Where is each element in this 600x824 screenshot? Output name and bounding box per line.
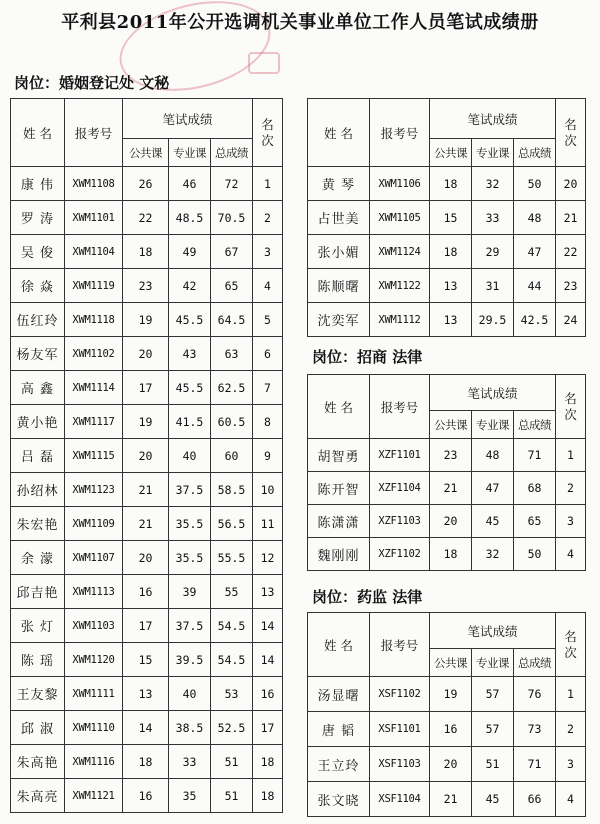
- header-exam-id: 报考号: [370, 99, 430, 167]
- total-score: 44: [514, 269, 556, 303]
- header-written-score: 笔试成绩: [430, 375, 556, 411]
- exam-id: XWM1118: [65, 303, 123, 337]
- table-row: [308, 303, 586, 337]
- rank-value: 18: [253, 745, 283, 779]
- exam-id: XWM1114: [65, 371, 123, 405]
- major-score: 31: [472, 269, 514, 303]
- public-score: 18: [123, 235, 169, 269]
- post-heading-drug-supervision: 岗位：药监 法律: [312, 588, 423, 606]
- header-total-score: 总成绩: [211, 139, 253, 167]
- rank-value: 6: [253, 337, 283, 371]
- public-score: 16: [123, 779, 169, 813]
- score-table-4: [307, 612, 586, 817]
- table-row: [11, 711, 283, 745]
- major-score: 29.5: [472, 303, 514, 337]
- score-table-2: [307, 98, 586, 337]
- public-score: 19: [430, 677, 472, 712]
- table-row: [308, 167, 586, 201]
- table-row: [11, 405, 283, 439]
- candidate-name: 孙绍林: [11, 473, 65, 507]
- major-score: 35.5: [169, 507, 211, 541]
- total-score: 51: [211, 779, 253, 813]
- table-row: [11, 473, 283, 507]
- public-score: 23: [123, 269, 169, 303]
- public-score: 18: [430, 235, 472, 269]
- major-score: 33: [472, 201, 514, 235]
- major-score: 45.5: [169, 371, 211, 405]
- rank-value: 18: [253, 779, 283, 813]
- rank-value: 11: [253, 507, 283, 541]
- table-row: [11, 507, 283, 541]
- major-score: 45: [472, 505, 514, 538]
- table-row: [308, 439, 586, 472]
- rank-value: 23: [556, 269, 586, 303]
- page-title: 平利县2011年公开选调机关事业单位工作人员笔试成绩册: [61, 12, 539, 33]
- public-score: 18: [430, 167, 472, 201]
- rank-value: 3: [556, 505, 586, 538]
- candidate-name: 唐 韬: [308, 712, 370, 747]
- table-row: [11, 677, 283, 711]
- exam-id: XWM1108: [65, 167, 123, 201]
- candidate-name: 朱宏艳: [11, 507, 65, 541]
- candidate-name: 陈 瑶: [11, 643, 65, 677]
- rank-value: 1: [556, 677, 586, 712]
- candidate-name: 邱 淑: [11, 711, 65, 745]
- post-heading-marriage-registry: 岗位：婚姻登记处 文秘: [14, 74, 170, 92]
- total-score: 54.5: [211, 643, 253, 677]
- rank-value: 2: [556, 472, 586, 505]
- candidate-name: 魏刚刚: [308, 538, 370, 571]
- exam-id: XWM1105: [370, 201, 430, 235]
- major-score: 32: [472, 167, 514, 201]
- exam-id: XWM1103: [65, 609, 123, 643]
- rank-value: 14: [253, 609, 283, 643]
- major-score: 32: [472, 538, 514, 571]
- major-score: 33: [169, 745, 211, 779]
- total-score: 42.5: [514, 303, 556, 337]
- exam-id: XWM1117: [65, 405, 123, 439]
- exam-id: XWM1115: [65, 439, 123, 473]
- table-row: [308, 505, 586, 538]
- public-score: 19: [123, 303, 169, 337]
- header-name: 姓 名: [308, 99, 370, 167]
- header-total-score: 总成绩: [514, 411, 556, 439]
- exam-id: XSF1102: [370, 677, 430, 712]
- header-rank: [556, 375, 586, 439]
- total-score: 70.5: [211, 201, 253, 235]
- public-score: 20: [123, 541, 169, 575]
- table-row: [308, 201, 586, 235]
- header-public-course: 公共课: [430, 411, 472, 439]
- candidate-name: 朱高艳: [11, 745, 65, 779]
- total-score: 72: [211, 167, 253, 201]
- rank-value: 4: [253, 269, 283, 303]
- table-row: [11, 235, 283, 269]
- header-written-score: 笔试成绩: [123, 99, 253, 139]
- header-rank-label: 名 次: [261, 116, 274, 148]
- candidate-name: 黄小艳: [11, 405, 65, 439]
- header-major-course: 专业课: [472, 649, 514, 677]
- table-row: [308, 472, 586, 505]
- header-name: 姓 名: [11, 99, 65, 167]
- major-score: 29: [472, 235, 514, 269]
- major-score: 48.5: [169, 201, 211, 235]
- table-row: [11, 541, 283, 575]
- major-score: 37.5: [169, 473, 211, 507]
- total-score: 62.5: [211, 371, 253, 405]
- total-score: 56.5: [211, 507, 253, 541]
- rank-value: 12: [253, 541, 283, 575]
- table-row: [11, 609, 283, 643]
- candidate-name: 沈奕军: [308, 303, 370, 337]
- rank-value: 21: [556, 201, 586, 235]
- public-score: 20: [123, 337, 169, 371]
- table-row: [11, 337, 283, 371]
- rank-value: 22: [556, 235, 586, 269]
- total-score: 65: [514, 505, 556, 538]
- public-score: 26: [123, 167, 169, 201]
- major-score: 39: [169, 575, 211, 609]
- major-score: 41.5: [169, 405, 211, 439]
- rank-value: 1: [253, 167, 283, 201]
- total-score: 71: [514, 439, 556, 472]
- total-score: 71: [514, 747, 556, 782]
- seal-mark: [248, 52, 280, 74]
- candidate-name: 吴 俊: [11, 235, 65, 269]
- header-exam-id: 报考号: [65, 99, 123, 167]
- table-row: [11, 201, 283, 235]
- rank-value: 7: [253, 371, 283, 405]
- major-score: 47: [472, 472, 514, 505]
- public-score: 20: [430, 747, 472, 782]
- exam-id: XWM1104: [65, 235, 123, 269]
- public-score: 23: [430, 439, 472, 472]
- major-score: 35: [169, 779, 211, 813]
- header-total-score: 总成绩: [514, 139, 556, 167]
- candidate-name: 伍红玲: [11, 303, 65, 337]
- exam-id: XWM1124: [370, 235, 430, 269]
- table-row: [11, 303, 283, 337]
- table-row: [11, 575, 283, 609]
- rank-value: 4: [556, 538, 586, 571]
- major-score: 45: [472, 782, 514, 817]
- total-score: 67: [211, 235, 253, 269]
- header-rank-label: 名 次: [564, 390, 577, 422]
- header-exam-id: 报考号: [370, 375, 430, 439]
- major-score: 57: [472, 677, 514, 712]
- candidate-name: 罗 涛: [11, 201, 65, 235]
- public-score: 21: [430, 472, 472, 505]
- public-score: 20: [430, 505, 472, 538]
- total-score: 60.5: [211, 405, 253, 439]
- total-score: 54.5: [211, 609, 253, 643]
- header-rank-label: 名 次: [564, 116, 577, 148]
- candidate-name: 汤显曙: [308, 677, 370, 712]
- exam-id: XWM1120: [65, 643, 123, 677]
- candidate-name: 张 灯: [11, 609, 65, 643]
- rank-value: 13: [253, 575, 283, 609]
- exam-id: XSF1103: [370, 747, 430, 782]
- rank-value: 9: [253, 439, 283, 473]
- public-score: 22: [123, 201, 169, 235]
- public-score: 18: [430, 538, 472, 571]
- total-score: 51: [211, 745, 253, 779]
- exam-id: XZF1102: [370, 538, 430, 571]
- exam-id: XWM1106: [370, 167, 430, 201]
- candidate-name: 占世美: [308, 201, 370, 235]
- table-row: [308, 538, 586, 571]
- candidate-name: 王立玲: [308, 747, 370, 782]
- exam-id: XWM1123: [65, 473, 123, 507]
- table-row: [308, 712, 586, 747]
- major-score: 45.5: [169, 303, 211, 337]
- header-name: 姓 名: [308, 613, 370, 677]
- table-row: [11, 269, 283, 303]
- header-written-score: 笔试成绩: [430, 99, 556, 139]
- rank-value: 4: [556, 782, 586, 817]
- candidate-name: 陈潇潇: [308, 505, 370, 538]
- table-row: [11, 167, 283, 201]
- public-score: 14: [123, 711, 169, 745]
- rank-value: 3: [253, 235, 283, 269]
- candidate-name: 黄 琴: [308, 167, 370, 201]
- total-score: 68: [514, 472, 556, 505]
- candidate-name: 余 濛: [11, 541, 65, 575]
- public-score: 16: [430, 712, 472, 747]
- public-score: 15: [123, 643, 169, 677]
- major-score: 40: [169, 439, 211, 473]
- exam-id: XWM1113: [65, 575, 123, 609]
- exam-id: XWM1110: [65, 711, 123, 745]
- post-heading-investment: 岗位：招商 法律: [312, 348, 423, 366]
- rank-value: 14: [253, 643, 283, 677]
- exam-id: XWM1109: [65, 507, 123, 541]
- public-score: 13: [430, 269, 472, 303]
- total-score: 55.5: [211, 541, 253, 575]
- candidate-name: 杨友军: [11, 337, 65, 371]
- public-score: 13: [430, 303, 472, 337]
- exam-id: XWM1107: [65, 541, 123, 575]
- header-exam-id: 报考号: [370, 613, 430, 677]
- major-score: 38.5: [169, 711, 211, 745]
- candidate-name: 张小媚: [308, 235, 370, 269]
- major-score: 51: [472, 747, 514, 782]
- major-score: 48: [472, 439, 514, 472]
- header-name: 姓 名: [308, 375, 370, 439]
- total-score: 58.5: [211, 473, 253, 507]
- total-score: 63: [211, 337, 253, 371]
- rank-value: 5: [253, 303, 283, 337]
- header-total-score: 总成绩: [514, 649, 556, 677]
- total-score: 60: [211, 439, 253, 473]
- total-score: 55: [211, 575, 253, 609]
- table-row: [11, 745, 283, 779]
- public-score: 21: [123, 473, 169, 507]
- rank-value: 10: [253, 473, 283, 507]
- rank-value: 1: [556, 439, 586, 472]
- public-score: 16: [123, 575, 169, 609]
- major-score: 40: [169, 677, 211, 711]
- candidate-name: 朱高亮: [11, 779, 65, 813]
- total-score: 64.5: [211, 303, 253, 337]
- table-row: [308, 269, 586, 303]
- header-written-score: 笔试成绩: [430, 613, 556, 649]
- public-score: 21: [123, 507, 169, 541]
- total-score: 53: [211, 677, 253, 711]
- exam-id: XWM1116: [65, 745, 123, 779]
- major-score: 57: [472, 712, 514, 747]
- candidate-name: 胡智勇: [308, 439, 370, 472]
- exam-id: XWM1122: [370, 269, 430, 303]
- rank-value: 2: [556, 712, 586, 747]
- header-rank-label: 名 次: [564, 628, 577, 660]
- header-major-course: 专业课: [472, 139, 514, 167]
- exam-id: XZF1101: [370, 439, 430, 472]
- public-score: 21: [430, 782, 472, 817]
- public-score: 19: [123, 405, 169, 439]
- score-table-1: [10, 98, 283, 813]
- rank-value: 3: [556, 747, 586, 782]
- total-score: 66: [514, 782, 556, 817]
- header-rank: [253, 99, 283, 167]
- header-rank: [556, 613, 586, 677]
- candidate-name: 陈开智: [308, 472, 370, 505]
- rank-value: 8: [253, 405, 283, 439]
- exam-id: XWM1101: [65, 201, 123, 235]
- total-score: 48: [514, 201, 556, 235]
- candidate-name: 徐 焱: [11, 269, 65, 303]
- major-score: 42: [169, 269, 211, 303]
- header-public-course: 公共课: [123, 139, 169, 167]
- public-score: 15: [430, 201, 472, 235]
- header-major-course: 专业课: [472, 411, 514, 439]
- public-score: 17: [123, 609, 169, 643]
- candidate-name: 邱吉艳: [11, 575, 65, 609]
- header-rank: [556, 99, 586, 167]
- exam-id: XSF1101: [370, 712, 430, 747]
- candidate-name: 康 伟: [11, 167, 65, 201]
- table-row: [11, 643, 283, 677]
- total-score: 50: [514, 538, 556, 571]
- rank-value: 16: [253, 677, 283, 711]
- table-row: [308, 782, 586, 817]
- exam-id: XZF1103: [370, 505, 430, 538]
- rank-value: 20: [556, 167, 586, 201]
- total-score: 73: [514, 712, 556, 747]
- rank-value: 24: [556, 303, 586, 337]
- candidate-name: 陈顺曙: [308, 269, 370, 303]
- rank-value: 2: [253, 201, 283, 235]
- table-row: [11, 371, 283, 405]
- major-score: 43: [169, 337, 211, 371]
- candidate-name: 高 鑫: [11, 371, 65, 405]
- major-score: 37.5: [169, 609, 211, 643]
- candidate-name: 王友黎: [11, 677, 65, 711]
- total-score: 50: [514, 167, 556, 201]
- candidate-name: 吕 磊: [11, 439, 65, 473]
- table-row: [308, 747, 586, 782]
- exam-id: XSF1104: [370, 782, 430, 817]
- public-score: 13: [123, 677, 169, 711]
- total-score: 47: [514, 235, 556, 269]
- total-score: 65: [211, 269, 253, 303]
- major-score: 39.5: [169, 643, 211, 677]
- exam-id: XWM1119: [65, 269, 123, 303]
- exam-id: XWM1111: [65, 677, 123, 711]
- rank-value: 17: [253, 711, 283, 745]
- total-score: 76: [514, 677, 556, 712]
- exam-id: XWM1112: [370, 303, 430, 337]
- public-score: 18: [123, 745, 169, 779]
- major-score: 49: [169, 235, 211, 269]
- table-row: [308, 235, 586, 269]
- table-row: [11, 439, 283, 473]
- header-public-course: 公共课: [430, 649, 472, 677]
- table-row: [11, 779, 283, 813]
- total-score: 52.5: [211, 711, 253, 745]
- public-score: 17: [123, 371, 169, 405]
- public-score: 20: [123, 439, 169, 473]
- header-public-course: 公共课: [430, 139, 472, 167]
- major-score: 35.5: [169, 541, 211, 575]
- score-table-3: [307, 374, 586, 571]
- exam-id: XWM1102: [65, 337, 123, 371]
- candidate-name: 张文晓: [308, 782, 370, 817]
- table-row: [308, 677, 586, 712]
- major-score: 46: [169, 167, 211, 201]
- exam-id: XWM1121: [65, 779, 123, 813]
- header-major-course: 专业课: [169, 139, 211, 167]
- exam-id: XZF1104: [370, 472, 430, 505]
